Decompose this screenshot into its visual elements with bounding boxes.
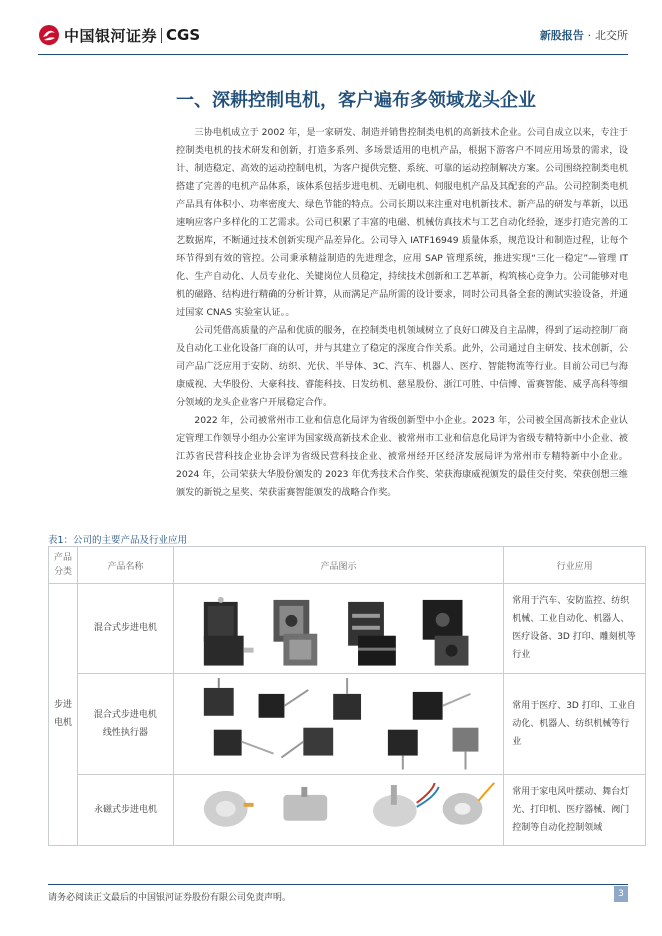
report-type-label: [540, 27, 628, 43]
page-number: 3: [614, 886, 628, 902]
category-label: 步进电机: [53, 700, 72, 729]
table-row: [49, 673, 646, 774]
table-row: [49, 775, 646, 846]
category-cell: [49, 584, 78, 846]
brand-name-en: CGS: [166, 26, 201, 44]
application-text: 常用于医疗、3D 打印、工业自动化、机器人、纺织机械等行业: [504, 673, 646, 774]
brand-name-cn: 中国银河证券: [64, 26, 158, 45]
exchange-name: 北交所: [595, 29, 628, 42]
section-title: 一、深耕控制电机，客户遍布多领域龙头企业: [176, 90, 536, 111]
product-name: 永磁式步进电机: [77, 775, 173, 846]
header-divider: [38, 54, 628, 55]
report-type-separator: ·: [587, 29, 592, 42]
application-text: 常用于家电风叶摆动、舞台灯光、打印机、医疗器械、阀门控制等自动化控制领域: [504, 775, 646, 846]
page-header: [0, 0, 662, 60]
footer-disclaimer: 请务必阅读正文最后的中国银河证券股份有限公司免责声明。: [48, 893, 292, 903]
cgs-logo-icon: [38, 24, 60, 46]
table-row: [49, 584, 646, 674]
report-type: 新股报告: [539, 29, 584, 42]
header-category: [49, 547, 78, 584]
product-name-text: 混合式步进电机线性执行器: [93, 709, 157, 738]
paragraph-2: 公司凭借高质量的产品和优质的服务，在控制类电机领域树立了良好口碑及自主品牌，得到了运动控制厂商及自动化工业化设备厂商的认可，并与其建立了稳定的深度合作关系。此外，公司通过自主研发、技术创新，公司产品广泛应用于安防、纺织、光伏、半导体、3C、汽车、机器人、医疗、智能物流等行业。目前公司已与海康威视、大华股份、大豪科技、睿能科技、日发纺机、慈星股份、浙江可胜、中信博、雷赛智能、威孚高科等细分领域的龙头企业客户开展稳定合作。: [176, 325, 628, 408]
hybrid-stepper-motor-image: [173, 584, 503, 674]
header-image: 产品图示: [173, 547, 503, 584]
pm-stepper-motor-image: [173, 775, 503, 846]
linear-actuator-image: [173, 673, 503, 774]
paragraph-3: 2022 年，公司被常州市工业和信息化局评为省级创新型中小企业。2023 年，公司被全国高新技术企业认定管理工作领导小组办公室评为国家级高新技术企业、被常州市工业和信息化局评为省级专精特新中小企业、被江苏省民营科技企业协会评为省级民营科技企业、被常州经开区经济发展局评为常州市专精特新中小企业。2024 年，公司荣获大华股份颁发的 2023 年优秀技术合作奖、荣获海康威视颁发的最佳交付奖、荣获创想三维颁发的新锐之星奖、荣获雷赛智能颁发的战略合作奖。: [176, 415, 628, 498]
header-category-label: 产品分类: [53, 553, 72, 577]
body-text: [176, 124, 628, 502]
logo-divider: [161, 28, 162, 43]
table-caption: 表1：公司的主要产品及行业应用: [48, 535, 188, 546]
paragraph-1: 三协电机成立于 2002 年，是一家研发、制造并销售控制类电机的高新技术企业。公司自成立以来，专注于控制类电机的技术研发和创新，打造多系列、多场景适用的电机产品，根据下游客户不同应用场景的需求，设计、制造稳定、高效的运动控制电机，为客户提供完整、系统、可靠的运动控制解决方案。公司围绕控制类电机搭建了完善的电机产品体系，该体系包括步进电机、无刷电机、伺服电机产品及其配套的产品。公司控制类电机产品具有体积小、功率密度大、绿色节能的特点。公司长期以来注重对电机新技术、新产品的研发与革新，以迅速响应客户多样化的工艺需求。公司已积累了丰富的电磁、机械仿真技术与工艺自动化经验，逐步打造完善的工艺数据库，不断通过技术创新实现产品差异化。公司导入 IATF16949 质量体系，规范设计和制造过程，让每个环节得到有效的管控。公司秉承精益制造的先进理念，应用 SAP 管理系统，推进实现“三化一稳定”—管理 IT 化、生产自动化、人员专业化、关键岗位人员稳定，持续技术创新和工艺革新，构筑核心竞争力。公司能够对电机的磁路、结构进行精确的分析计算，从而满足产品所需的设计要求，同时公司具备全套的测试实验设备，并通过国家 CNAS 实验室认证。。: [176, 127, 628, 318]
product-name: 混合式步进电机: [77, 584, 173, 674]
header-name: 产品名称: [77, 547, 173, 584]
product-name: [77, 673, 173, 774]
product-table: [48, 546, 646, 846]
footer-divider: [48, 884, 628, 885]
header-application: 行业应用: [504, 547, 646, 584]
cgs-logo: [38, 24, 200, 46]
table-header-row: [49, 547, 646, 584]
application-text: 常用于汽车、安防监控、纺织机械、工业自动化、机器人、医疗设备、3D 打印、雕刻机等行业: [504, 584, 646, 674]
